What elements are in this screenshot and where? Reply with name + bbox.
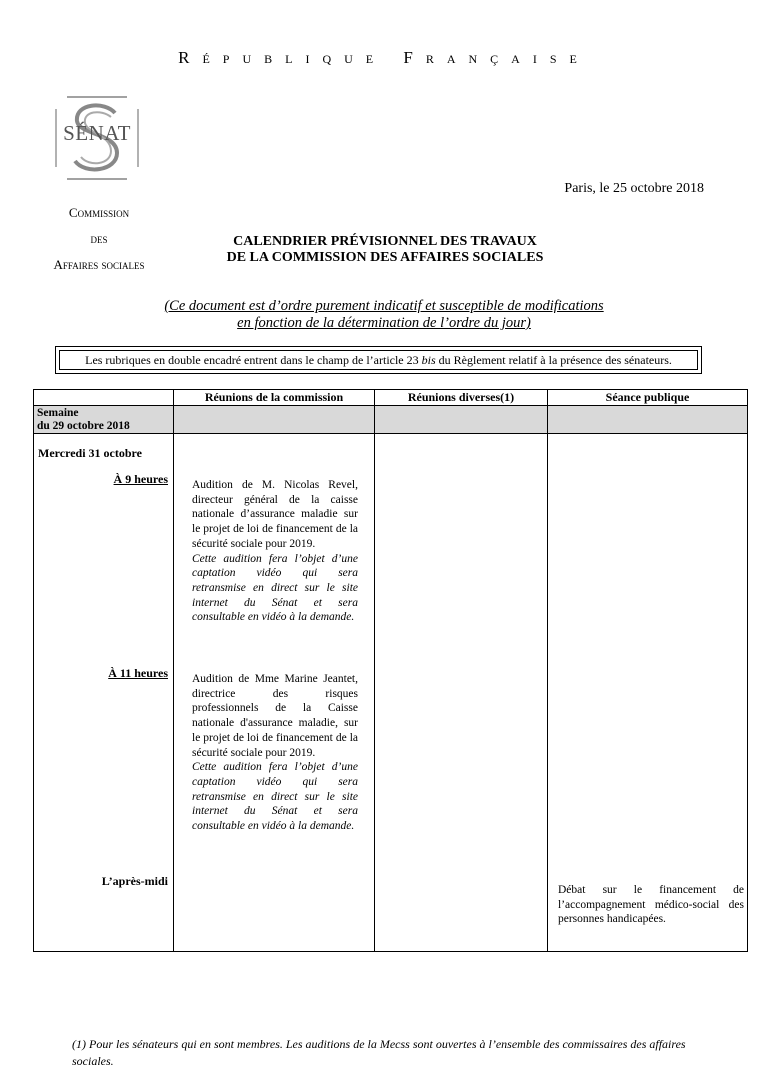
table-header-row [34, 390, 748, 406]
commission-label [34, 200, 164, 278]
notice-box [55, 346, 702, 374]
commission-line2: des [90, 231, 108, 246]
commission-line3: Affaires sociales [53, 257, 145, 272]
header-cell-empty [34, 390, 174, 406]
entry-jeantet [192, 672, 358, 834]
document-title [210, 234, 560, 266]
day-row [34, 434, 748, 952]
week-line2: du 29 octobre 2018 [37, 420, 130, 432]
title-line2: DE LA COMMISSION DES AFFAIRES SOCIALES [226, 250, 544, 265]
divers-cell [375, 434, 548, 952]
republic-header [0, 48, 768, 68]
disclaimer-line2: en fonction de la détermination de l’ordre du jour) [237, 315, 531, 331]
slot-apres-midi: L’après-midi [101, 874, 168, 888]
slot-9h: À 9 heures [113, 472, 168, 486]
day-cell [34, 434, 174, 952]
week-line1: Semaine [37, 407, 79, 419]
notice-before: Les rubriques en double encadré entrent dans le champ de l’article 23 [85, 353, 422, 367]
header-cell-divers: Réunions diverses(1) [375, 390, 548, 406]
notice-text [59, 350, 698, 370]
seance-entry: Débat sur le financement de l’accompagnement médico-social des personnes handicapées. [558, 884, 744, 926]
title-line1: CALENDRIER PRÉVISIONNEL DES TRAVAUX [233, 234, 537, 249]
entry-jeantet-text: Audition de Mme Marine Jeantet, directrice des risques professionnels de la Caisse nationale d'assurance maladie, sur le projet de loi de financement de la sécurité sociale pour 2019. [192, 673, 358, 759]
document-date: Paris, le 25 octobre 2018 [564, 181, 704, 196]
entry-jeantet-note: Cette audition fera l’objet d’une captation vidéo qui sera retransmise en direct sur le site internet du Sénat et sera consultable en vidéo à la demande. [192, 761, 358, 833]
week-cell [34, 406, 174, 434]
calendar-table [33, 389, 748, 952]
header-cell-seance: Séance publique [548, 390, 748, 406]
week-cell-seance [548, 406, 748, 434]
entry-revel-note: Cette audition fera l’objet d’une captation vidéo qui sera retransmise en direct sur le site internet du Sénat et sera consultable en vidéo à la demande. [192, 552, 358, 624]
disclaimer-line1: (Ce document est d’ordre purement indicatif et susceptible de modifications [164, 298, 604, 314]
footnote: (1) Pour les sénateurs qui en sont membres. Les auditions de la Mecss sont ouvertes à l’ensemble des commissaires des affaires sociales. [72, 1037, 686, 1068]
slot-11h: À 11 heures [108, 666, 168, 680]
entry-revel-text: Audition de M. Nicolas Revel, directeur général de la caisse nationale d’assurance maladie sur le projet de loi de financement de la sécurité sociale pour 2019. [192, 479, 358, 550]
week-label [34, 406, 173, 433]
disclaimer [0, 298, 768, 332]
commission-cell [174, 434, 375, 952]
logo-text: SÉNAT [63, 121, 131, 145]
republic-text: République Française [178, 48, 590, 67]
notice-italic: bis [421, 353, 436, 367]
header-cell-commission: Réunions de la commission [174, 390, 375, 406]
seance-cell [548, 434, 748, 952]
senat-logo [55, 95, 139, 181]
entry-revel [192, 478, 358, 625]
notice-after: du Règlement relatif à la présence des sénateurs. [435, 353, 672, 367]
week-row [34, 406, 748, 434]
commission-line1: Commission [68, 205, 130, 220]
week-cell-commission [174, 406, 375, 434]
day-title: Mercredi 31 octobre [38, 446, 142, 460]
week-cell-divers [375, 406, 548, 434]
